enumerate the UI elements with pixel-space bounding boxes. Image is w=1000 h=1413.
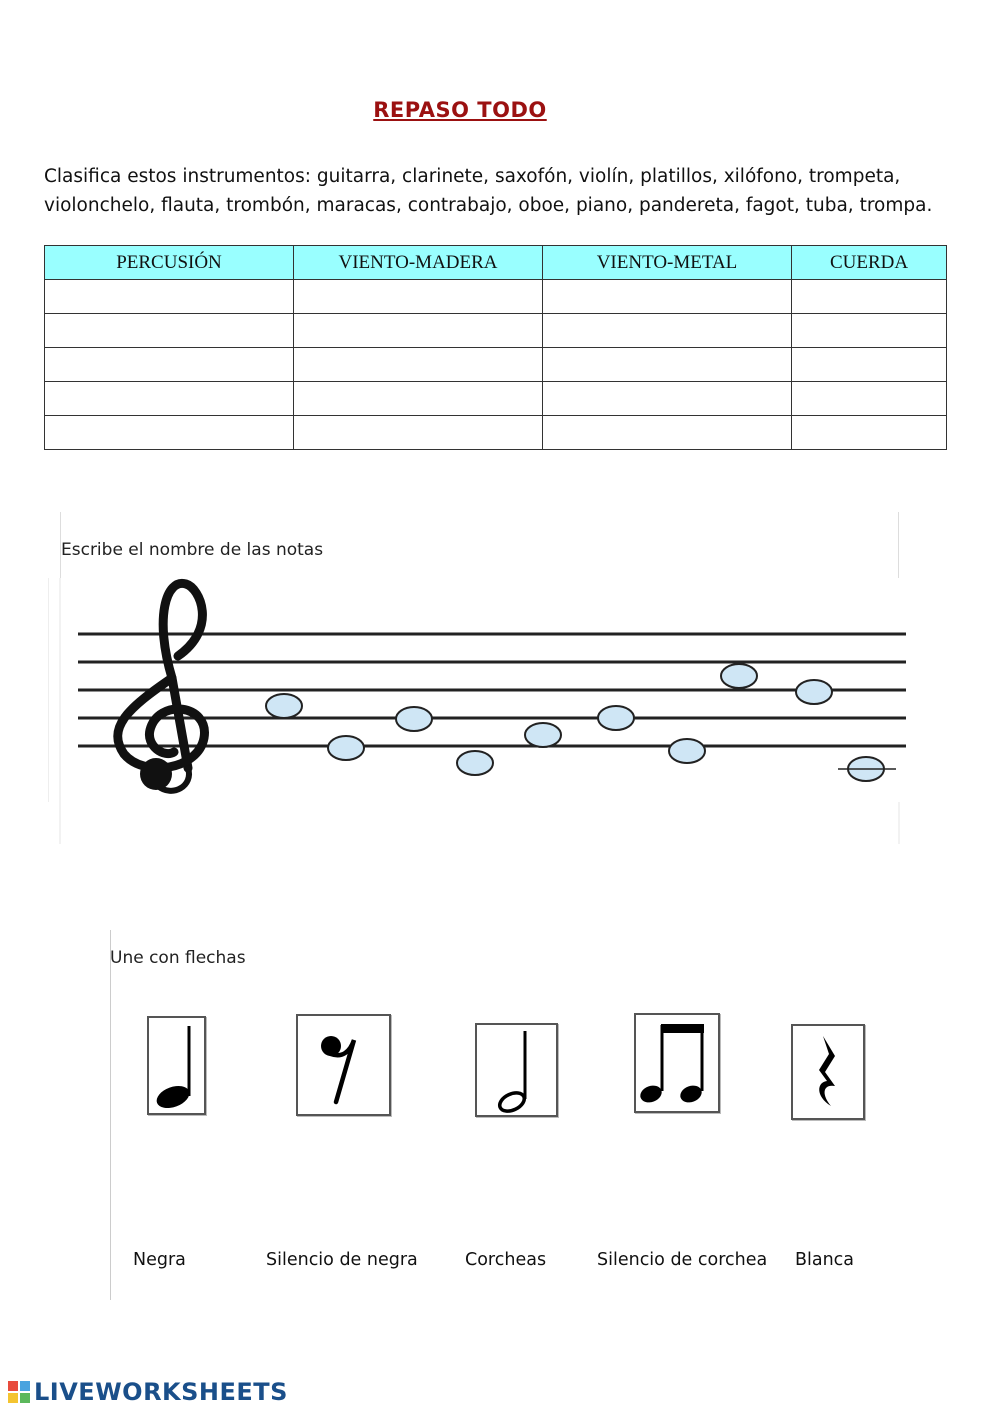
table-row bbox=[45, 314, 947, 348]
answer-cell[interactable] bbox=[792, 280, 947, 314]
label-corcheas[interactable]: Corcheas bbox=[465, 1250, 547, 1270]
label-silencio-de-negra[interactable]: Silencio de negra bbox=[266, 1250, 418, 1270]
table-row bbox=[45, 382, 947, 416]
note-head[interactable] bbox=[525, 723, 561, 747]
answer-cell[interactable] bbox=[294, 348, 543, 382]
quarter-rest-icon bbox=[793, 1026, 863, 1118]
eighth-rest-icon bbox=[298, 1016, 389, 1114]
table-row bbox=[45, 280, 947, 314]
header-viento-metal: VIENTO-METAL bbox=[543, 246, 792, 280]
answer-cell[interactable] bbox=[543, 314, 792, 348]
answer-cell[interactable] bbox=[543, 280, 792, 314]
answer-cell[interactable] bbox=[543, 348, 792, 382]
label-blanca[interactable]: Blanca bbox=[795, 1250, 855, 1270]
note-head[interactable] bbox=[598, 706, 634, 730]
header-viento-madera: VIENTO-MADERA bbox=[294, 246, 543, 280]
label-negra[interactable]: Negra bbox=[133, 1250, 186, 1270]
note-head[interactable] bbox=[396, 707, 432, 731]
note-head[interactable] bbox=[721, 664, 757, 688]
answer-cell[interactable] bbox=[543, 416, 792, 450]
answer-cell[interactable] bbox=[792, 416, 947, 450]
answer-cell[interactable] bbox=[45, 280, 294, 314]
beamed-eighth-notes-icon bbox=[636, 1015, 718, 1111]
arrows-frame-divider bbox=[110, 930, 111, 1300]
symbol-box[interactable] bbox=[475, 1023, 558, 1117]
worksheet-title: REPASO TODO bbox=[373, 98, 547, 122]
note-head[interactable] bbox=[266, 694, 302, 718]
notes-frame-divider bbox=[898, 512, 899, 578]
answer-cell[interactable] bbox=[294, 280, 543, 314]
symbol-box[interactable] bbox=[296, 1014, 391, 1116]
answer-cell[interactable] bbox=[45, 382, 294, 416]
note-head[interactable] bbox=[328, 736, 364, 760]
answer-cell[interactable] bbox=[543, 382, 792, 416]
note-head[interactable] bbox=[457, 751, 493, 775]
label-silencio-de-corchea[interactable]: Silencio de corchea bbox=[597, 1250, 768, 1270]
symbol-box[interactable] bbox=[147, 1016, 206, 1115]
header-percusion: PERCUSIÓN bbox=[45, 246, 294, 280]
table-row bbox=[45, 416, 947, 450]
table-header-row bbox=[45, 246, 947, 280]
treble-clef-icon bbox=[118, 583, 205, 790]
footer-brand bbox=[8, 1378, 288, 1406]
answer-cell[interactable] bbox=[45, 348, 294, 382]
footer-brand-text: LIVEWORKSHEETS bbox=[34, 1378, 288, 1406]
half-note-icon bbox=[477, 1025, 556, 1115]
notes-prompt: Escribe el nombre de las notas bbox=[61, 540, 324, 560]
answer-cell[interactable] bbox=[792, 314, 947, 348]
answer-cell[interactable] bbox=[294, 314, 543, 348]
arrows-prompt: Une con flechas bbox=[110, 948, 246, 968]
staff-svg bbox=[48, 578, 908, 844]
instructions bbox=[44, 162, 964, 220]
note-heads bbox=[266, 664, 884, 781]
table-row bbox=[45, 348, 947, 382]
answer-cell[interactable] bbox=[792, 382, 947, 416]
answer-cell[interactable] bbox=[792, 348, 947, 382]
answer-cell[interactable] bbox=[45, 314, 294, 348]
music-staff bbox=[48, 578, 908, 844]
note-head[interactable] bbox=[669, 739, 705, 763]
quarter-note-icon bbox=[149, 1018, 204, 1113]
classification-table bbox=[44, 245, 947, 450]
answer-cell[interactable] bbox=[294, 416, 543, 450]
note-head[interactable] bbox=[796, 680, 832, 704]
symbol-box[interactable] bbox=[791, 1024, 865, 1120]
answer-cell[interactable] bbox=[294, 382, 543, 416]
answer-cell[interactable] bbox=[45, 416, 294, 450]
liveworksheets-logo-icon bbox=[8, 1381, 30, 1403]
symbol-box[interactable] bbox=[634, 1013, 720, 1113]
instructions-line-1: Clasifica estos instrumentos: guitarra, clarinete, saxofón, violín, platillos, xilófono, trompeta, bbox=[44, 166, 901, 187]
instructions-line-2: violonchelo, flauta, trombón, maracas, contrabajo, oboe, piano, pandereta, fagot, tuba, trompa. bbox=[44, 195, 933, 216]
header-cuerda: CUERDA bbox=[792, 246, 947, 280]
